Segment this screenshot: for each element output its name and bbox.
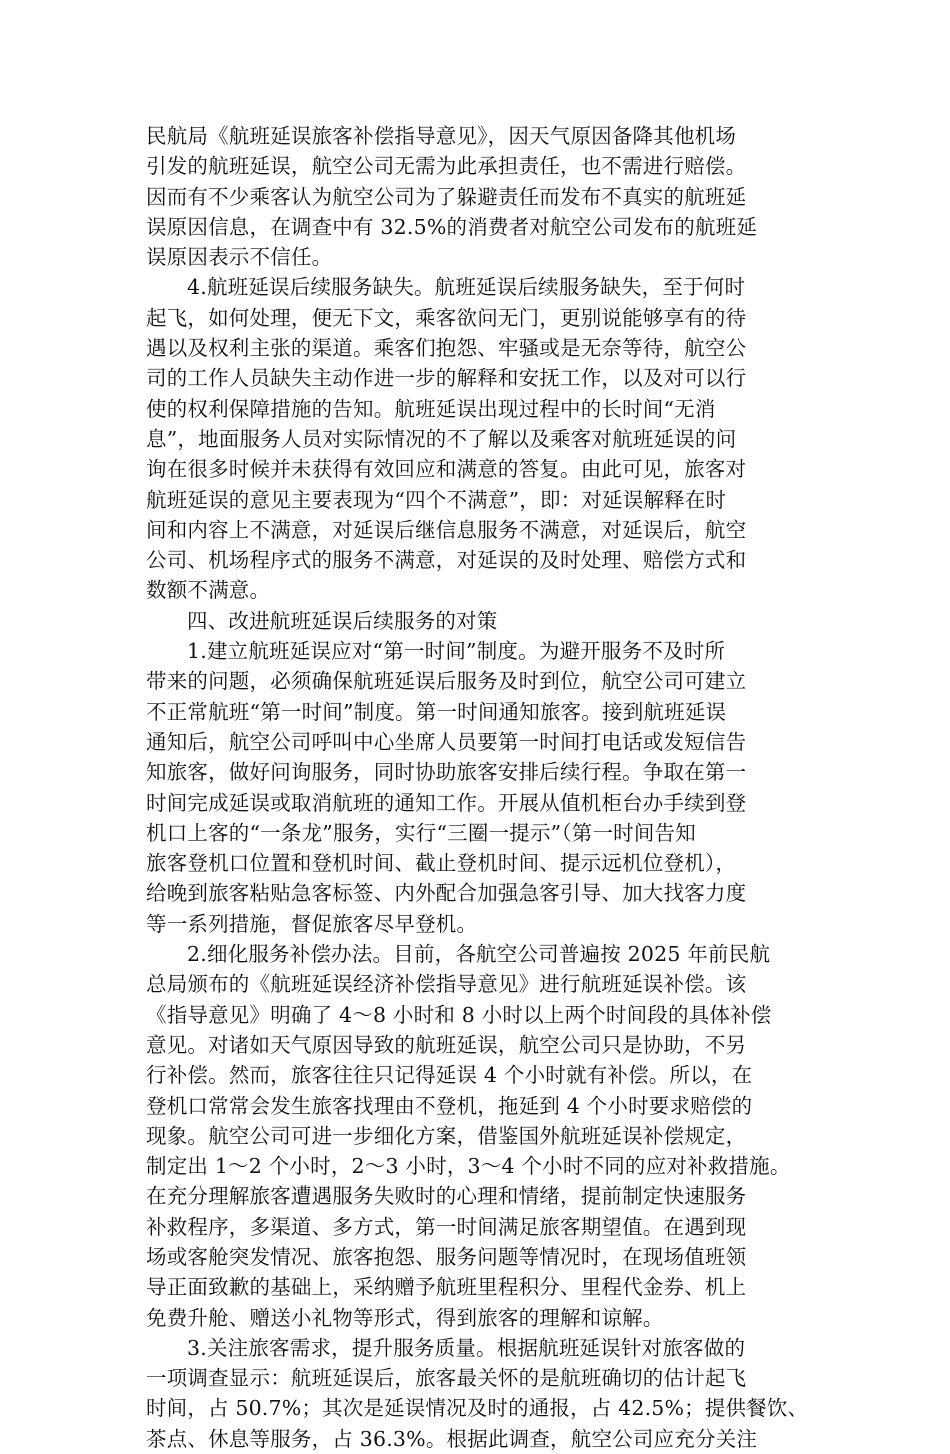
text-line: 给晚到旅客粘贴急客标签、内外配合加强急客引导、加大找客力度: [146, 881, 747, 906]
text-line: 间和内容上不满意，对延误后继信息服务不满意，对延误后，航空: [146, 517, 747, 542]
text-line: 总局颁布的《航班延误经济补偿指导意见》进行航班延误补偿。该: [146, 972, 747, 997]
text-line: 四、改进航班延误后续服务的对策: [187, 608, 498, 633]
text-line: 时间完成延误或取消航班的通知工作。开展从值机柜台办手续到登: [146, 790, 747, 815]
text-line: 旅客登机口位置和登机时间、截止登机时间、提示远机位登机），: [146, 851, 737, 876]
text-line: 引发的航班延误，航空公司无需为此承担责任，也不需进行赔偿。: [146, 154, 747, 179]
text-line: 登机口常常会发生旅客找理由不登机，拖延到 4 个小时要求赔偿的: [146, 1093, 753, 1118]
text-line: 导正面致歉的基础上，采纳赠予航班里程积分、里程代金券、机上: [146, 1275, 747, 1300]
text-line: 《指导意见》明确了 4～8 小时和 8 小时以上两个时间段的具体补偿: [146, 1002, 772, 1027]
text-line: 航班延误的意见主要表现为“四个不满意”，即：对延误解释在时: [146, 487, 727, 512]
text-line: 带来的问题，必须确保航班延误后服务及时到位，航空公司可建立: [146, 669, 747, 694]
text-line: 因而有不少乘客认为航空公司为了躲避责任而发布不真实的航班延: [146, 184, 747, 209]
text-line: 知旅客，做好问询服务，同时协助旅客安排后续行程。争取在第一: [146, 760, 747, 785]
text-line: 3.关注旅客需求，提升服务质量。根据航班延误针对旅客做的: [187, 1335, 746, 1360]
text-line: 1.建立航班延误应对“第一时间”制度。为避开服务不及时所: [187, 639, 726, 664]
text-line: 息”，地面服务人员对实际情况的不了解以及乘客对航班延误的问: [146, 426, 737, 451]
text-line: 意见。对诸如天气原因导致的航班延误，航空公司只是协助，不另: [146, 1032, 747, 1057]
text-line: 2.细化服务补偿办法。目前，各航空公司普遍按 2025 年前民航: [187, 942, 771, 967]
text-line: 司的工作人员缺失主动作进一步的解释和安抚工作，以及对可以行: [146, 366, 747, 391]
text-line: 时间，占 50.7%；其次是延误情况及时的通报，占 42.5%；提供餐饮、: [146, 1396, 809, 1421]
body-text: [146, 121, 809, 1454]
text-line: 通知后，航空公司呼叫中心坐席人员要第一时间打电话或发短信告: [146, 729, 747, 754]
text-line: 等一系列措施，督促旅客尽早登机。: [146, 911, 478, 936]
text-line: 数额不满意。: [146, 578, 271, 603]
text-line: 行补偿。然而，旅客往往只记得延误 4 个小时就有补偿。所以，在: [146, 1063, 753, 1088]
text-line: 现象。航空公司可进一步细化方案，借鉴国外航班延误补偿规定，: [146, 1123, 747, 1148]
text-line: 遇以及权利主张的渠道。乘客们抱怨、牢骚或是无奈等待，航空公: [146, 336, 747, 361]
text-line: 不正常航班“第一时间”制度。第一时间通知旅客。接到航班延误: [146, 699, 727, 724]
text-line: 茶点、休息等服务，占 36.3%。根据此调查，航空公司应充分关注: [146, 1426, 758, 1451]
text-line: 公司、机场程序式的服务不满意，对延误的及时处理、赔偿方式和: [146, 548, 747, 573]
text-line: 在充分理解旅客遭遇服务失败时的心理和情绪，提前制定快速服务: [146, 1184, 747, 1209]
text-line: 民航局《航班延误旅客补偿指导意见》，因天气原因备降其他机场: [146, 124, 737, 148]
text-line: 补救程序，多渠道、多方式，第一时间满足旅客期望值。在遇到现: [146, 1214, 747, 1239]
text-line: 机口上客的“一条龙”服务，实行“三圈一提示”（第一时间告知: [146, 820, 696, 845]
text-line: 使的权利保障措施的告知。航班延误出现过程中的长时间“无消: [146, 396, 716, 421]
text-line: 制定出 1～2 个小时，2～3 小时，3～4 个小时不同的应对补救措施。: [146, 1154, 791, 1179]
text-line: 误原因信息，在调查中有 32.5%的消费者对航空公司发布的航班延: [146, 214, 758, 239]
text-line: 4.航班延误后续服务缺失。航班延误后续服务缺失，至于何时: [187, 275, 746, 300]
text-line: 询在很多时候并未获得有效回应和满意的答复。由此可见，旅客对: [146, 457, 747, 482]
text-line: 免费升舱、赠送小礼物等形式，得到旅客的理解和谅解。: [146, 1305, 664, 1330]
text-line: 误原因表示不信任。: [146, 245, 333, 270]
text-line: 起飞，如何处理，便无下文，乘客欲问无门，更别说能够享有的待: [146, 305, 747, 330]
text-line: 场或客舱突发情况、旅客抱怨、服务问题等情况时，在现场值班领: [146, 1244, 747, 1269]
text-line: 一项调查显示：航班延误后，旅客最关怀的是航班确切的估计起飞: [146, 1366, 747, 1391]
